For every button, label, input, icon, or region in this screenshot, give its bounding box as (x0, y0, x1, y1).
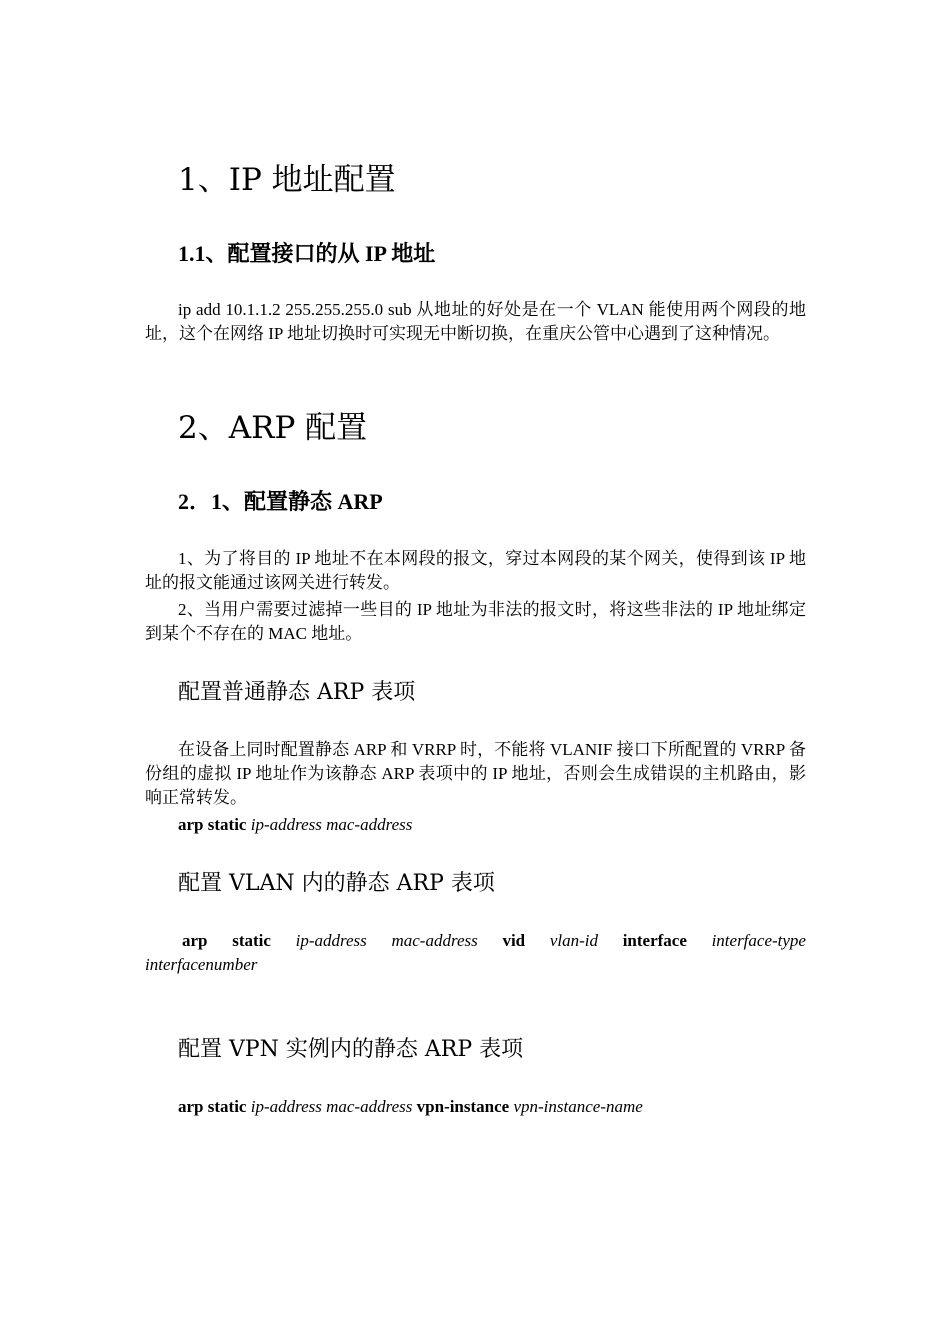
command-argument: ip-address mac-address (250, 815, 413, 834)
paragraph-static-arp-reason-1: 1、为了将目的 IP 地址不在本网段的报文，穿过本网段的某个网关，使得到该 IP 地址的报文能通过该网关进行转发。 (145, 549, 806, 592)
command-keyword: arp static (178, 1097, 247, 1116)
heading-normal-static-arp: 配置普通静态 ARP 表项 (178, 680, 416, 705)
command-keyword: arp (182, 931, 208, 950)
paragraph-normal-static-arp: 在设备上同时配置静态 ARP 和 VRRP 时，不能将 VLANIF 接口下所配置的 VRRP 备份组的虚拟 IP 地址作为该静态 ARP 表项中的 IP 地址，否则会生成错误的主机路由，影响正常转发。 (145, 740, 806, 807)
command-keyword: interface (622, 931, 687, 950)
command-normal-static-arp (178, 813, 412, 837)
command-keyword: static (232, 931, 271, 950)
command-keyword: vpn-instance (416, 1097, 510, 1116)
command-argument: interfacenumber (145, 955, 258, 974)
command-argument: interface-type (711, 931, 806, 950)
command-argument: vlan-id (549, 931, 598, 950)
command-vpn-static-arp (178, 1095, 643, 1119)
subsection-heading-secondary-ip: 1.1、配置接口的从 IP 地址 (178, 241, 436, 266)
section-heading-ip-config: 1、IP 地址配置 (178, 162, 396, 198)
heading-vlan-static-arp: 配置 VLAN 内的静态 ARP 表项 (178, 871, 495, 896)
subsection-heading-static-arp: 2．1、配置静态 ARP (178, 489, 383, 514)
paragraph-static-arp-reason-2: 2、当用户需要过滤掉一些目的 IP 地址为非法的报文时，将这些非法的 IP 地址绑定到某个不存在的 MAC 地址。 (145, 600, 806, 643)
command-keyword: arp static (178, 815, 247, 834)
section-heading-arp-config: 2、ARP 配置 (178, 410, 368, 446)
command-keyword: vid (502, 931, 526, 950)
command-vlan-static-arp (145, 929, 806, 977)
command-argument: ip-address mac-address (250, 1097, 413, 1116)
command-argument: mac-address (391, 931, 478, 950)
command-argument: ip-address (295, 931, 367, 950)
heading-vpn-static-arp: 配置 VPN 实例内的静态 ARP 表项 (178, 1037, 524, 1062)
command-argument: vpn-instance-name (513, 1097, 643, 1116)
paragraph-secondary-ip: ip add 10.1.1.2 255.255.255.0 sub 从地址的好处是在一个 VLAN 能使用两个网段的地址，这个在网络 IP 地址切换时可实现无中断切换，在重庆公管中心遇到了这种情况。 (145, 300, 806, 343)
